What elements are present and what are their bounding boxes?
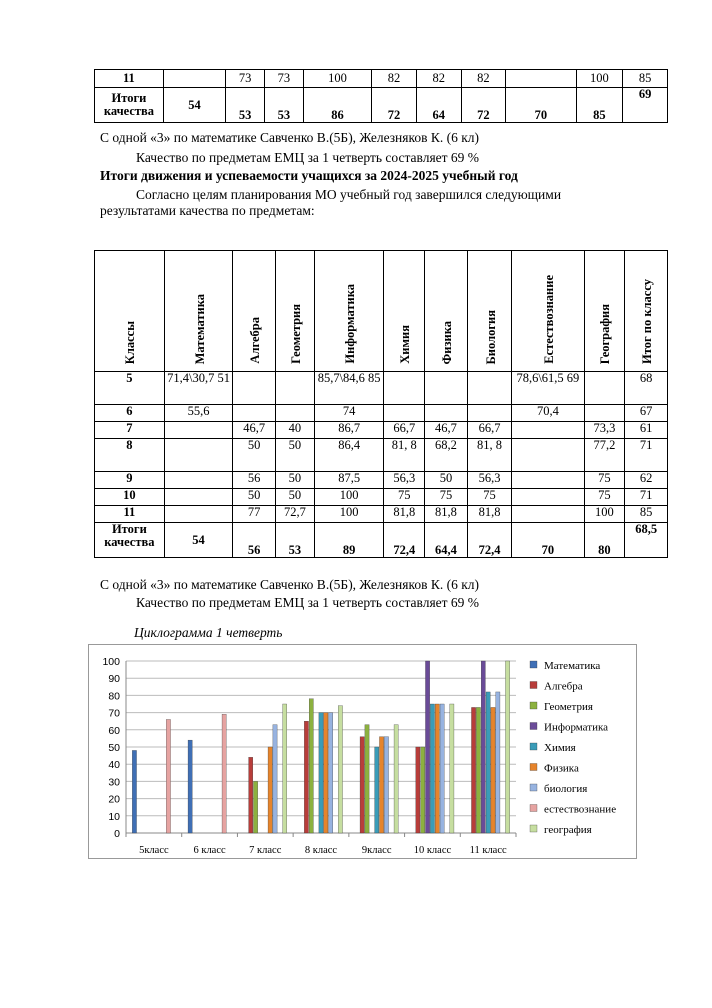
column-header: Алгебра (233, 251, 276, 372)
class-label: 11 (95, 506, 165, 523)
table-cell: 73 (265, 70, 304, 88)
table-cell: 77 (233, 506, 276, 523)
table-cell: 67 (625, 405, 668, 422)
legend-swatch (530, 764, 537, 771)
table-cell (425, 372, 468, 405)
bar (481, 661, 485, 833)
bar (375, 747, 379, 833)
bar (309, 699, 313, 833)
legend-label: Информатика (544, 721, 609, 734)
table-cell (233, 372, 276, 405)
class-label: Итоги качества (95, 523, 165, 558)
table-cell: 50 (233, 439, 276, 472)
legend-label: Физика (544, 762, 579, 775)
table-cell: 61 (625, 422, 668, 439)
bar (421, 747, 425, 833)
table-cell: 82 (416, 70, 461, 88)
bar (360, 737, 364, 833)
table-cell (164, 472, 233, 489)
table-cell: 100 (576, 70, 623, 88)
y-tick-label: 10 (108, 810, 120, 823)
table-body (95, 372, 668, 558)
table-cell: 75 (384, 489, 425, 506)
table-cell: 85 (625, 506, 668, 523)
table-cell: 56 (233, 472, 276, 489)
column-header: Информатика (314, 251, 384, 372)
table-cell: 62 (625, 472, 668, 489)
table-cell: 54 (163, 88, 225, 123)
y-tick-label: 50 (108, 742, 120, 754)
x-tick-label: 7 класс (249, 845, 282, 856)
table-cell: 46,7 (425, 422, 468, 439)
column-header: Физика (425, 251, 468, 372)
table-cell: 56,3 (384, 472, 425, 489)
table-cell: 86,4 (314, 439, 384, 472)
x-tick-label: 10 класс (413, 845, 452, 856)
table-cell: 64,4 (425, 523, 468, 558)
paragraph-text: результатами качества по предметам: (100, 203, 315, 218)
table-cell: 53 (265, 88, 304, 123)
column-header: Математика (164, 251, 233, 372)
table-cell: 81,8 (384, 506, 425, 523)
table-row (95, 472, 668, 489)
bar (486, 692, 490, 833)
table-cell: 100 (314, 489, 384, 506)
table-cell (467, 405, 511, 422)
table-cell: 86,7 (314, 422, 384, 439)
table-cell: 100 (303, 70, 371, 88)
table-cell: 78,6\61,5 69 (512, 372, 584, 405)
bar (384, 737, 388, 833)
table-cell (164, 489, 233, 506)
table-cell: 70 (512, 523, 584, 558)
table-cell: 54 (164, 523, 233, 558)
bar (329, 713, 333, 833)
table-cell: 86 (303, 88, 371, 123)
table-cell: 70 (506, 88, 576, 123)
table-cell: 53 (275, 523, 314, 558)
legend-label: биология (544, 783, 588, 795)
x-tick-label: 6 класс (193, 845, 226, 856)
table-cell (584, 405, 625, 422)
y-tick-label: 0 (114, 828, 120, 840)
table-cell: 74 (314, 405, 384, 422)
paragraph-text: Согласно целям планирования МО учебный год завершился следующими (136, 187, 562, 202)
bar (440, 704, 444, 833)
table-cell: 89 (314, 523, 384, 558)
class-label: 6 (95, 405, 165, 422)
paragraph-text: С одной «3» по математике Савченко В.(5Б), Железняков К. (6 кл) (100, 577, 480, 592)
legend-label: Математика (544, 660, 601, 672)
y-tick-label: 80 (108, 690, 120, 703)
legend-swatch (530, 661, 537, 668)
bar (394, 725, 398, 833)
table-cell: 85 (576, 88, 623, 123)
table-cell: 75 (584, 489, 625, 506)
table-cell: 81,8 (467, 506, 511, 523)
table-cell (425, 405, 468, 422)
legend-label: Геометрия (544, 701, 593, 713)
table-cell: 87,5 (314, 472, 384, 489)
bar (491, 707, 495, 833)
table-cell: 100 (584, 506, 625, 523)
table-cell: 75 (467, 489, 511, 506)
class-label: 7 (95, 422, 165, 439)
column-header: География (584, 251, 625, 372)
table-cell: 68,2 (425, 439, 468, 472)
y-tick-label: 20 (108, 793, 120, 806)
table-cell: 73 (226, 70, 265, 88)
bar (430, 704, 434, 833)
table-row (95, 439, 668, 472)
table-cell: 75 (584, 472, 625, 489)
y-tick-label: 60 (108, 724, 120, 737)
table-cell (512, 489, 584, 506)
table-cell (584, 372, 625, 405)
table-cell: 50 (275, 489, 314, 506)
table-cell: 50 (233, 489, 276, 506)
bar (222, 714, 226, 833)
table-cell: 72 (372, 88, 417, 123)
x-tick-label: 9класс (361, 845, 392, 856)
paragraph-text: С одной «3» по математике Савченко В.(5Б), Железняков К. (6 кл) (100, 130, 480, 145)
table-cell: 72,4 (384, 523, 425, 558)
table-cell: 85,7\84,6 85 (314, 372, 384, 405)
table-cell (512, 439, 584, 472)
class-label: 10 (95, 489, 165, 506)
section-heading: Итоги движения и успеваемости учащихся за 2024-2025 учебный год (100, 168, 518, 183)
bar (304, 721, 308, 833)
table-cell: 56,3 (467, 472, 511, 489)
table-cell (164, 422, 233, 439)
table-cell: 64 (416, 88, 461, 123)
column-header: Биология (467, 251, 511, 372)
table-cell (384, 372, 425, 405)
table-header-row (95, 251, 668, 372)
table-cell: 55,6 (164, 405, 233, 422)
bar (283, 704, 287, 833)
paragraph-text: Качество по предметам ЕМЦ за 1 четверть составляет 69 % (136, 595, 480, 610)
table-cell: 75 (425, 489, 468, 506)
bar (253, 781, 257, 833)
bar (496, 692, 500, 833)
table-cell (275, 405, 314, 422)
y-tick-label: 30 (108, 776, 120, 789)
row-label: Итоги качества (95, 88, 164, 123)
table-row (95, 523, 668, 558)
legend-swatch (530, 702, 537, 709)
bar (268, 747, 272, 833)
x-tick-label: 11 класс (469, 845, 507, 856)
table-cell: 77,2 (584, 439, 625, 472)
table-row (95, 372, 668, 405)
table-cell: 100 (314, 506, 384, 523)
table-cell: 68 (625, 372, 668, 405)
table-cell: 71 (625, 489, 668, 506)
table-cell: 81, 8 (467, 439, 511, 472)
bar (435, 704, 439, 833)
paragraph-text: Качество по предметам ЕМЦ за 1 четверть составляет 69 % (136, 150, 480, 165)
table-cell: 81, 8 (384, 439, 425, 472)
table-cell: 50 (425, 472, 468, 489)
legend-swatch (530, 825, 537, 832)
chart-caption: Циклограмма 1 четверть (134, 625, 283, 640)
bar (379, 737, 383, 833)
table-cell (275, 372, 314, 405)
table-cell (506, 70, 576, 88)
bar (166, 719, 170, 833)
table-cell: 72,7 (275, 506, 314, 523)
table-cell: 72,4 (467, 523, 511, 558)
table-cell: 66,7 (384, 422, 425, 439)
bar (450, 704, 454, 833)
y-tick-label: 40 (108, 759, 120, 772)
table-cell: 72 (461, 88, 506, 123)
table-cell (467, 372, 511, 405)
legend-swatch (530, 784, 537, 791)
bar (338, 706, 342, 833)
table-cell: 85 (623, 70, 668, 88)
bar (188, 740, 192, 833)
table-cell: 80 (584, 523, 625, 558)
table-cell: 68,5 (625, 523, 668, 558)
bar (425, 661, 429, 833)
bar (476, 707, 480, 833)
legend-swatch (530, 805, 537, 812)
table-cell (512, 422, 584, 439)
table-cell: 71 (625, 439, 668, 472)
table-cell: 69 (623, 88, 668, 123)
table-cell (233, 405, 276, 422)
table-cell: 82 (461, 70, 506, 88)
class-label: 5 (95, 372, 165, 405)
x-tick-label: 8 класс (304, 845, 338, 856)
class-label: 8 (95, 439, 165, 472)
table-cell (164, 439, 233, 472)
table-cell: 40 (275, 422, 314, 439)
quality-results-table (94, 250, 668, 558)
table-cell: 66,7 (467, 422, 511, 439)
table-cell (512, 472, 584, 489)
chart-container (88, 644, 637, 859)
table-row (95, 489, 668, 506)
legend-label: география (544, 824, 592, 836)
y-tick-label: 70 (108, 707, 120, 720)
y-tick-label: 100 (102, 656, 120, 668)
bar (273, 725, 277, 833)
column-header: Геометрия (275, 251, 314, 372)
legend-label: естествознание (544, 803, 617, 816)
table-cell: 82 (372, 70, 417, 88)
y-tick-label: 90 (108, 673, 120, 686)
bar (132, 750, 136, 833)
column-header: Химия (384, 251, 425, 372)
table-cell: 50 (275, 472, 314, 489)
bar-chart (89, 645, 636, 858)
table-cell (164, 506, 233, 523)
table-cell: 71,4\30,7 51 (164, 372, 233, 405)
table-row (95, 70, 668, 88)
table-cell: 56 (233, 523, 276, 558)
column-header: Классы (95, 251, 165, 372)
bar (365, 725, 369, 833)
legend-label: Химия (544, 742, 576, 754)
legend-swatch (530, 743, 537, 750)
table-cell (512, 506, 584, 523)
legend-swatch (530, 682, 537, 689)
table-cell: 81,8 (425, 506, 468, 523)
legend-label: Алгебра (544, 680, 583, 693)
bar (416, 747, 420, 833)
table-row (95, 506, 668, 523)
table-cell (163, 70, 225, 88)
bar (324, 713, 328, 833)
x-tick-label: 5класс (139, 845, 169, 856)
bar (471, 707, 475, 833)
table-cell: 50 (275, 439, 314, 472)
bar (505, 661, 509, 833)
bar (319, 713, 323, 833)
column-header: Естествознание (512, 251, 584, 372)
column-header: Итог по классу (625, 251, 668, 372)
table-cell: 70,4 (512, 405, 584, 422)
row-label: 11 (95, 70, 164, 88)
top-quality-table (94, 69, 668, 123)
table-cell (384, 405, 425, 422)
class-label: 9 (95, 472, 165, 489)
table-row (95, 88, 668, 123)
bar (249, 757, 253, 833)
legend-swatch (530, 723, 537, 730)
table-cell: 73,3 (584, 422, 625, 439)
table-cell: 46,7 (233, 422, 276, 439)
table-row (95, 422, 668, 439)
table-row (95, 405, 668, 422)
table-cell: 53 (226, 88, 265, 123)
